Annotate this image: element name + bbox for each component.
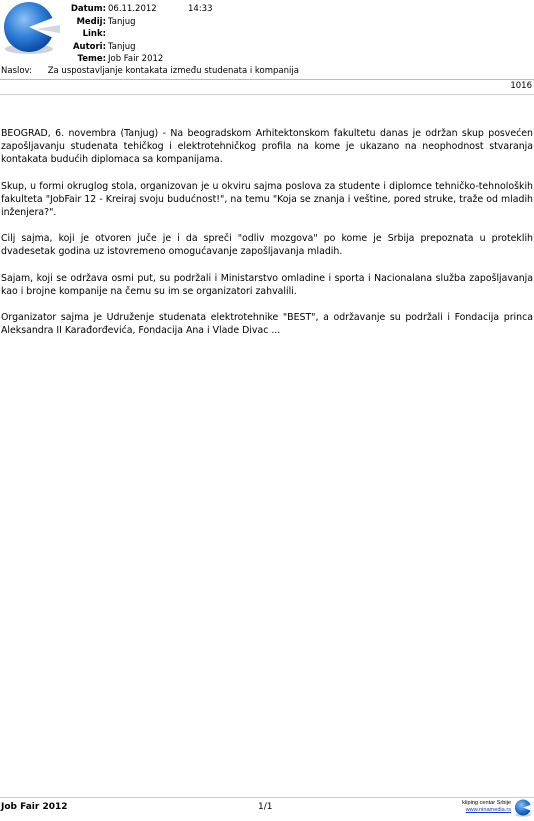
divider xyxy=(0,797,534,798)
meta-row-teme xyxy=(60,53,163,66)
meta-row-medij xyxy=(60,16,163,29)
article-paragraph: Skup, u formi okruglog stola, organizovan je u okviru sajma poslova za studente i diplomce tehničko-tehnoloških fakulteta "JobFair 12 - Kreiraj svoju budućnost!", na temu "Koja se znanja i veštine, pored struke, traže od mladih inženjera?". xyxy=(1,180,533,218)
meta-value: Tanjug xyxy=(108,16,136,27)
title-label: Naslov: xyxy=(1,66,32,76)
meta-label: Teme: xyxy=(77,54,106,65)
title-row xyxy=(1,66,299,77)
article-paragraph: BEOGRAD, 6. novembra (Tanjug) - Na beogradskom Arhitektonskom fakultetu danas je održan skup posvećen zapošljavanju studenata tehičkog i elektrotehničkog profila na kome je ukazano na neophodnost stvaranja kontakata budućih diplomaca sa kompanijama. xyxy=(1,128,533,166)
meta-row-link xyxy=(60,28,163,41)
brand-link[interactable]: www.ninamedia.rs xyxy=(465,807,511,813)
page-number: 1/1 xyxy=(258,802,273,812)
footer-brand xyxy=(462,800,511,814)
meta-label: Link: xyxy=(82,29,106,40)
meta-value: Tanjug xyxy=(108,41,136,52)
meta-row-autori xyxy=(60,41,163,54)
footer-topic: Job Fair 2012 xyxy=(1,802,68,812)
meta-block xyxy=(60,3,163,66)
document-number: 1016 xyxy=(510,81,532,91)
divider xyxy=(0,94,534,95)
meta-value: Job Fair 2012 xyxy=(108,54,164,65)
article-title: Za uspostavljanje kontakata između studenata i kompanija xyxy=(47,66,299,76)
article-paragraph: Sajam, koji se održava osmi put, su podržali i Ministarstvo omladine i sporta i Nacionalana služba zapošljavanja kao i brojne kompanije na čemu su im se organizatori zahvalili. xyxy=(1,272,533,297)
brand-name: kliping centar Srbije xyxy=(462,800,511,806)
article-paragraph: Cilj sajma, koji je otvoren juče je i da spreči "odliv mozgova" po kome je Srbija prepoznata u proteklih dvadesetak godina uz istovremeno omogućavanje zapošljavanja mladih. xyxy=(1,233,533,258)
meta-label: Datum: xyxy=(70,4,106,14)
meta-label: Autori: xyxy=(72,41,106,52)
divider xyxy=(0,79,534,80)
article-paragraph: Organizator sajma je Udruženje studenata elektrotehnike "BEST", a održavanje su podržali i Fondacija princa Aleksandra II Karađorđevića, Fondacija Ana i Vlade Divac ... xyxy=(1,312,533,337)
meta-value: 06.11.2012 xyxy=(108,4,157,14)
meta-label: Medij: xyxy=(76,16,106,27)
meta-row-datum xyxy=(60,3,163,16)
globe-logo-icon xyxy=(514,799,534,817)
time-value: 14:33 xyxy=(188,4,213,14)
article-body xyxy=(1,127,533,351)
globe-logo-icon xyxy=(2,1,60,55)
